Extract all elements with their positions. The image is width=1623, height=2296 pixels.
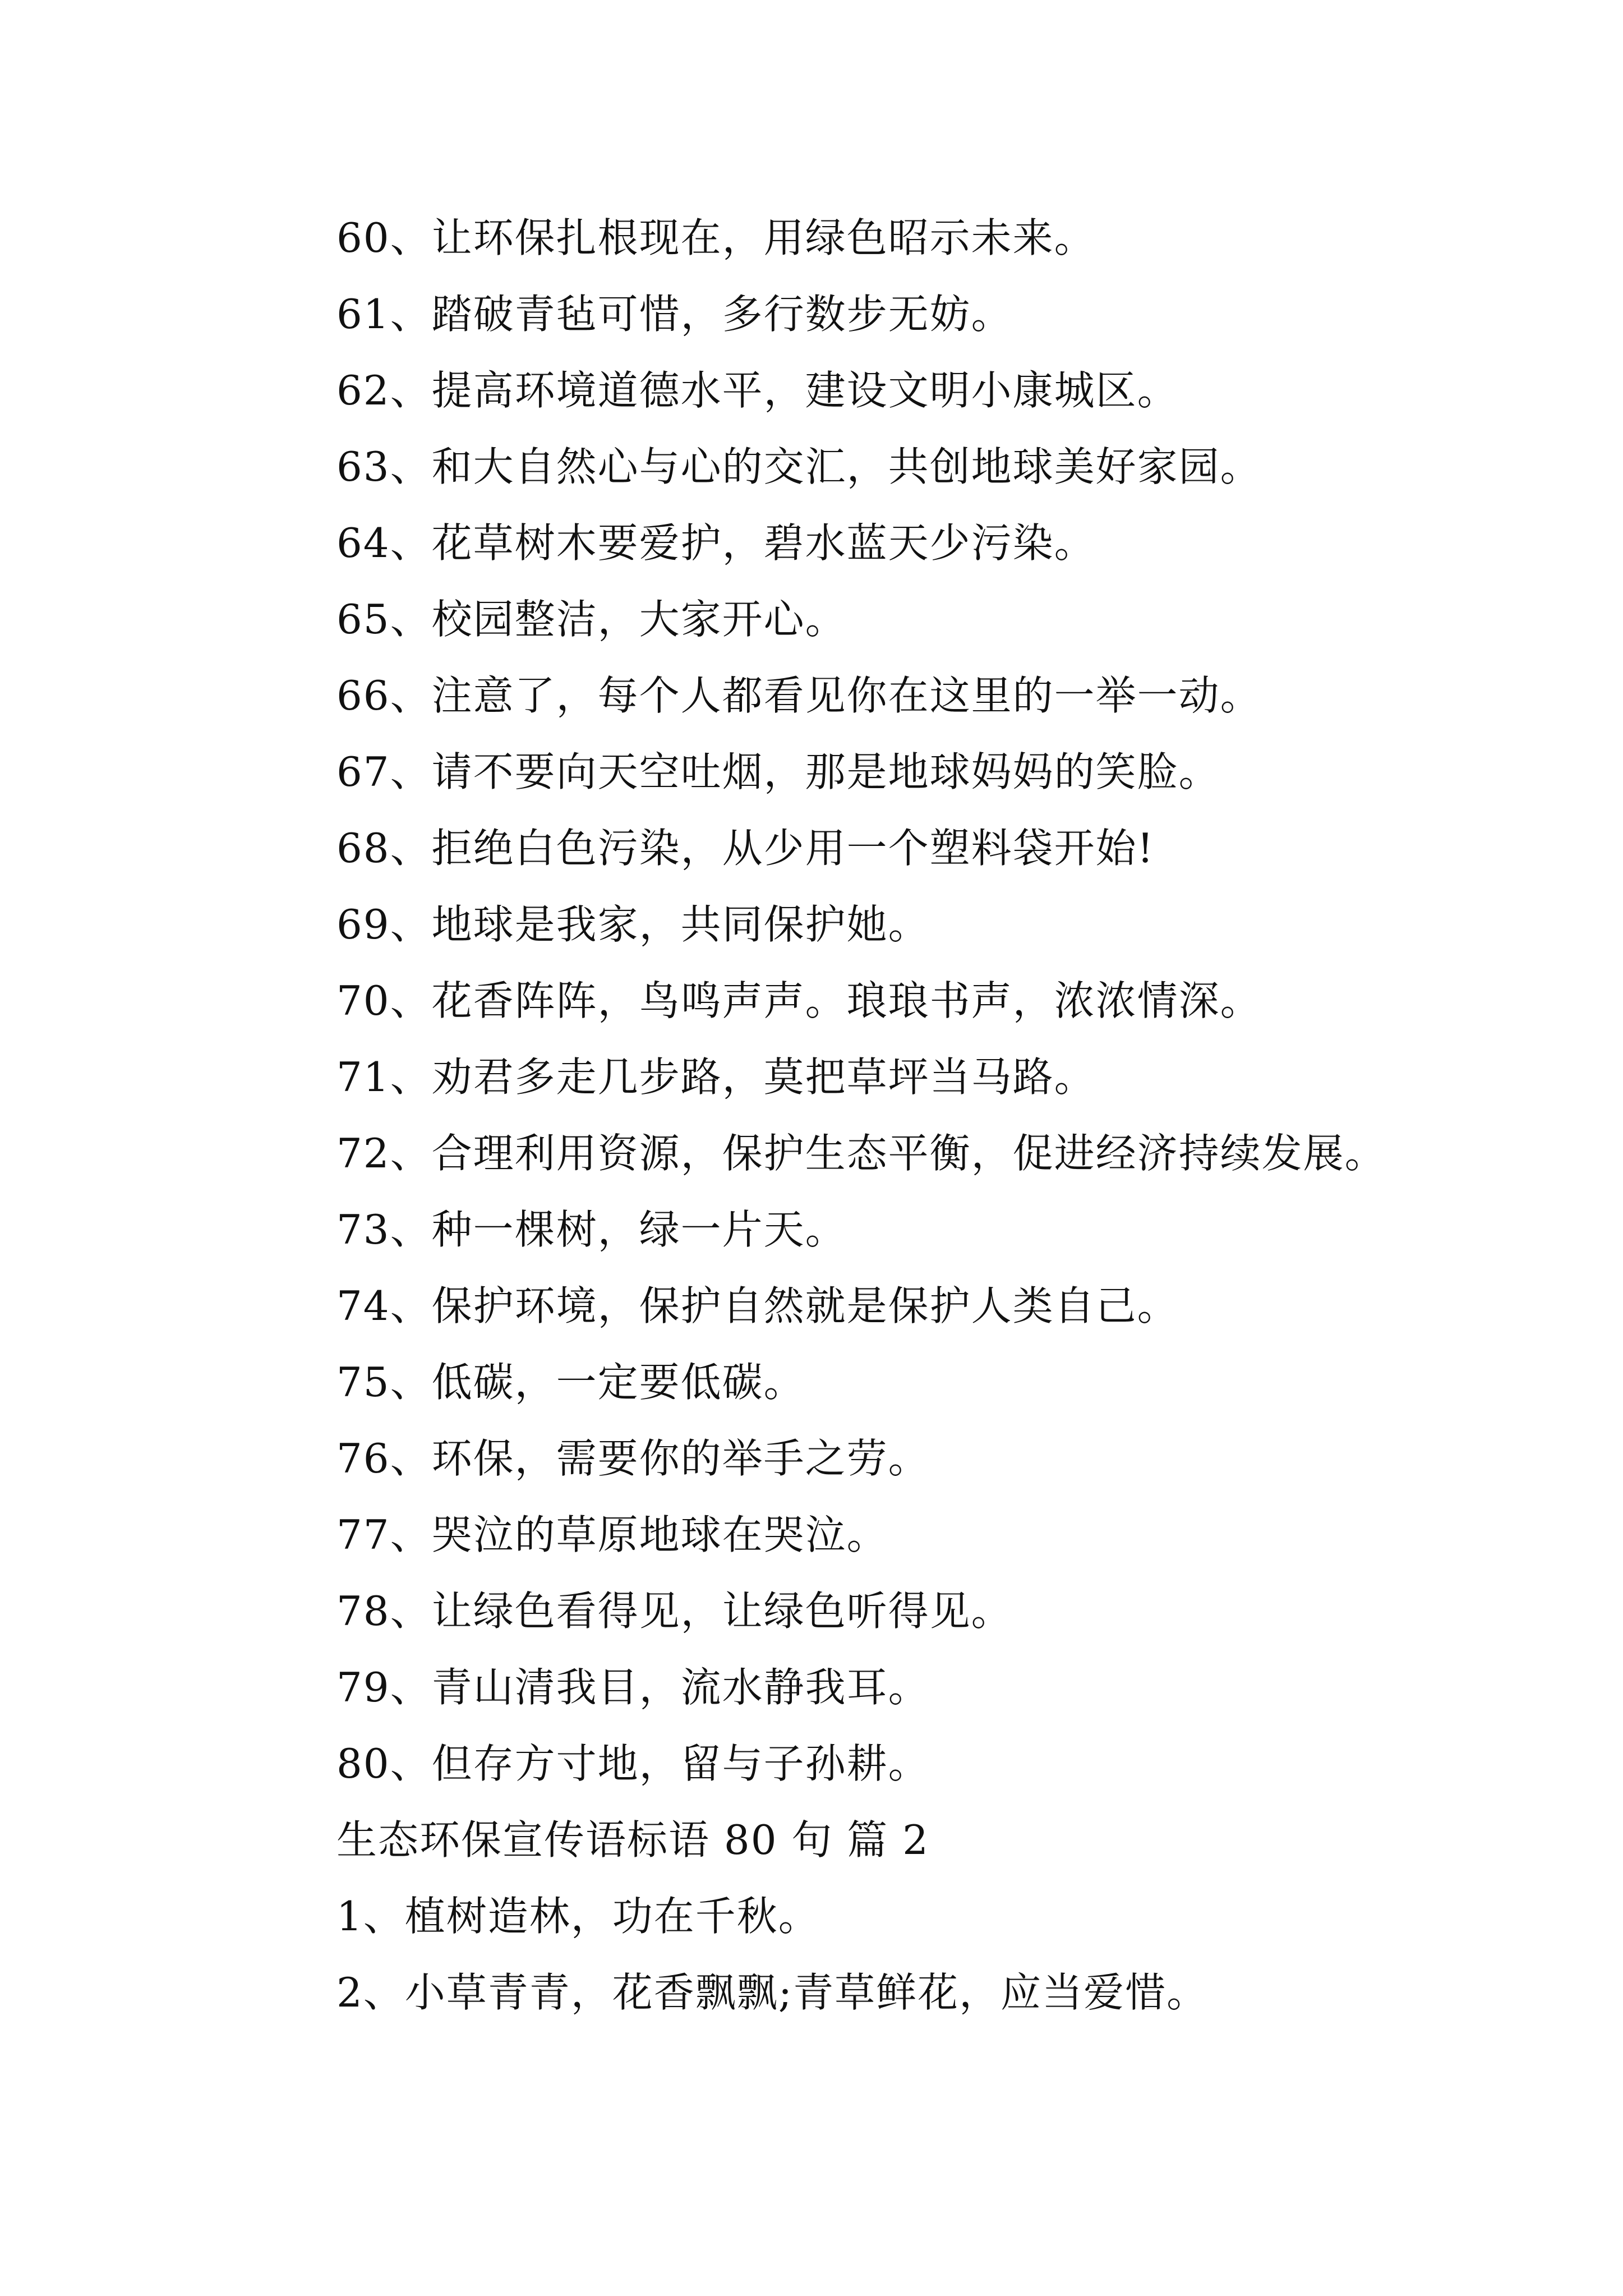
list-item: 65、校园整洁，大家开心。	[336, 596, 847, 643]
list-item: 75、低碳，一定要低碳。	[336, 1359, 805, 1406]
list-item: 68、拒绝白色污染，从少用一个塑料袋开始!	[336, 825, 1155, 872]
list-item: 79、青山清我目，流水静我耳。	[336, 1664, 930, 1711]
slogan-list	[336, 213, 1514, 2044]
section-heading: 生态环保宣传语标语 80 句 篇 2	[336, 1816, 929, 1864]
list-item: 77、哭泣的草原地球在哭泣。	[336, 1511, 888, 1558]
list-item: 63、和大自然心与心的交汇，共创地球美好家园。	[336, 443, 1262, 490]
list-item: 64、花草树木要爱护，碧水蓝天少污染。	[336, 519, 1096, 567]
list-item: 70、花香阵阵，鸟鸣声声。琅琅书声，浓浓情深。	[336, 977, 1262, 1024]
list-item: 69、地球是我家，共同保护她。	[336, 901, 930, 948]
list-item: 66、注意了，每个人都看见你在这里的一举一动。	[336, 672, 1262, 719]
list-item: 80、但存方寸地，留与子孙耕。	[336, 1740, 930, 1787]
list-item: 73、种一棵树，绿一片天。	[336, 1206, 847, 1253]
list-item: 61、踏破青毡可惜，多行数步无妨。	[336, 291, 1013, 338]
list-item: 71、劝君多走几步路，莫把草坪当马路。	[336, 1053, 1096, 1101]
list-item: 76、环保，需要你的举手之劳。	[336, 1435, 930, 1482]
list-item: 1、植树造林，功在千秋。	[336, 1893, 820, 1940]
list-item: 62、提高环境道德水平，建设文明小康城区。	[336, 367, 1179, 414]
list-item: 60、让环保扎根现在，用绿色昭示未来。	[336, 214, 1096, 261]
list-item: 2、小草青青，花香飘飘;青草鲜花，应当爱惜。	[336, 1969, 1209, 2016]
list-item: 72、合理利用资源，保护生态平衡，促进经济持续发展。	[336, 1130, 1386, 1177]
list-item: 67、请不要向天空吐烟，那是地球妈妈的笑脸。	[336, 748, 1220, 795]
list-item: 78、让绿色看得见，让绿色听得见。	[336, 1588, 1013, 1635]
list-item: 74、保护环境，保护自然就是保护人类自己。	[336, 1282, 1179, 1329]
